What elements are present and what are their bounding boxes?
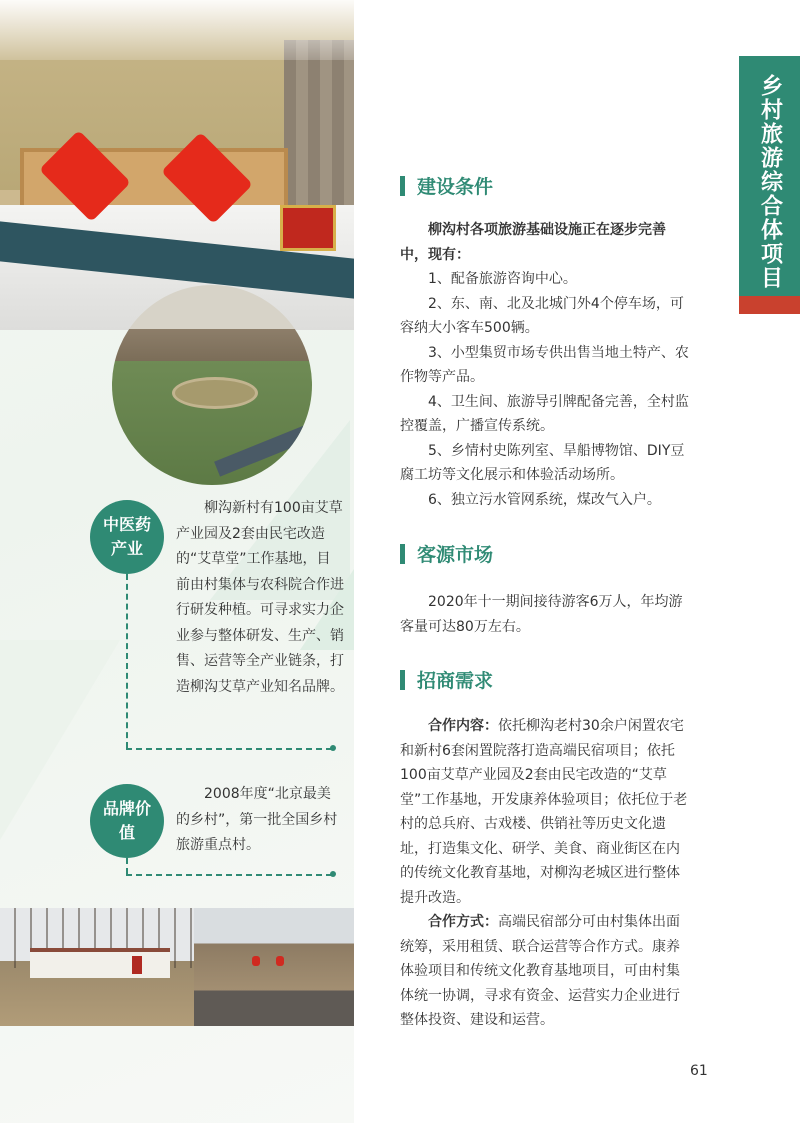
content-text: 依托柳沟老村30余户闲置农宅和新村6套闲置院落打造高端民宿项目；依托100亩艾草产业园及2套由民宅改造的“艾草堂”工作基地，开发康养体验项目；依托位于老村的总兵府、古戏楼、供销社等历史文化遗址，打造集文化、研学、美食、商业街区在内的传统文化教育基地，对柳沟老城区进行整体提升改造。 [400,718,688,906]
tag-tcm-label: 中医药产业 [102,515,151,558]
dashed-connector [126,748,332,750]
conditions-item: 2、东、南、北及北城门外4个停车场，可容纳大小客车500辆。 [400,295,684,336]
conditions-item: 5、乡情村史陈列室、旱船博物馆、DIY豆腐工坊等文化展示和体验活动场所。 [400,442,685,483]
connector-dot [330,745,336,751]
investment-body [400,714,690,1033]
heading-text: 招商需求 [417,670,494,692]
side-banner [739,56,800,314]
tag-tcm-industry [90,500,164,574]
dashed-connector [126,858,128,874]
field-aerial-photo [112,285,312,485]
tcm-description: 柳沟新村有100亩艾草产业园及2套由民宅改造的“艾草堂”工作基地，目前由村集体与农科院合作进行研发种植。可寻求实力企业参与整体研发、生产、销售、运营等全产业链条，打造柳沟艾草产业知名品牌。 [176,500,344,695]
side-banner-accent [739,296,800,314]
page-number: 61 [690,1063,708,1079]
conditions-item: 1、配备旅游咨询中心。 [428,271,577,287]
conditions-body [400,218,690,512]
old-village-street-photo [194,908,354,1026]
method-label: 合作方式： [428,914,498,930]
section-heading-market [400,540,493,567]
heading-text: 建设条件 [417,176,494,198]
conditions-item: 6、独立污水管网系统，煤改气入户。 [428,491,661,508]
content-label: 合作内容： [428,718,498,734]
homestay-bedroom-photo [0,0,354,330]
cooperation-method [400,910,690,1033]
dashed-connector [126,574,128,748]
heading-bar [400,544,405,564]
connector-dot [330,871,336,877]
left-column [0,0,354,1123]
conditions-item: 3、小型集贸市场专供出售当地土特产、农作物等产品。 [400,344,689,385]
market-body [400,590,690,639]
village-photos [0,908,354,1026]
section-heading-investment [400,666,493,693]
dashed-connector [126,874,332,876]
method-text: 高端民宿部分可由村集体出面统筹，采用租赁、联合运营等合作方式。康养体验项目和传统文化教育基地项目，可由村集体统一协调，寻求有资金、运营实力企业进行整体投资、建设和运营。 [400,914,680,1028]
conditions-lead: 柳沟村各项旅游基础设施正在逐步完善中，现有： [400,222,666,263]
conditions-item: 4、卫生间、旅游导引牌配备完善，全村监控覆盖，广播宣传系统。 [400,393,689,434]
heading-text: 客源市场 [417,544,494,566]
village-field-photo [0,908,194,1026]
heading-bar [400,670,405,690]
market-text: 2020年十一期间接待游客6万人，年均游客量可达80万左右。 [400,594,683,635]
tag-brand-label: 品牌价值 [102,799,151,842]
cooperation-content [400,714,690,910]
heading-bar [400,176,405,196]
tag-brand-value [90,784,164,858]
side-banner-title: 乡村旅游综合体项目 [757,74,783,290]
section-heading-conditions [400,172,493,199]
brand-description: 2008年度“北京最美的乡村”，第一批全国乡村旅游重点村。 [176,786,338,853]
